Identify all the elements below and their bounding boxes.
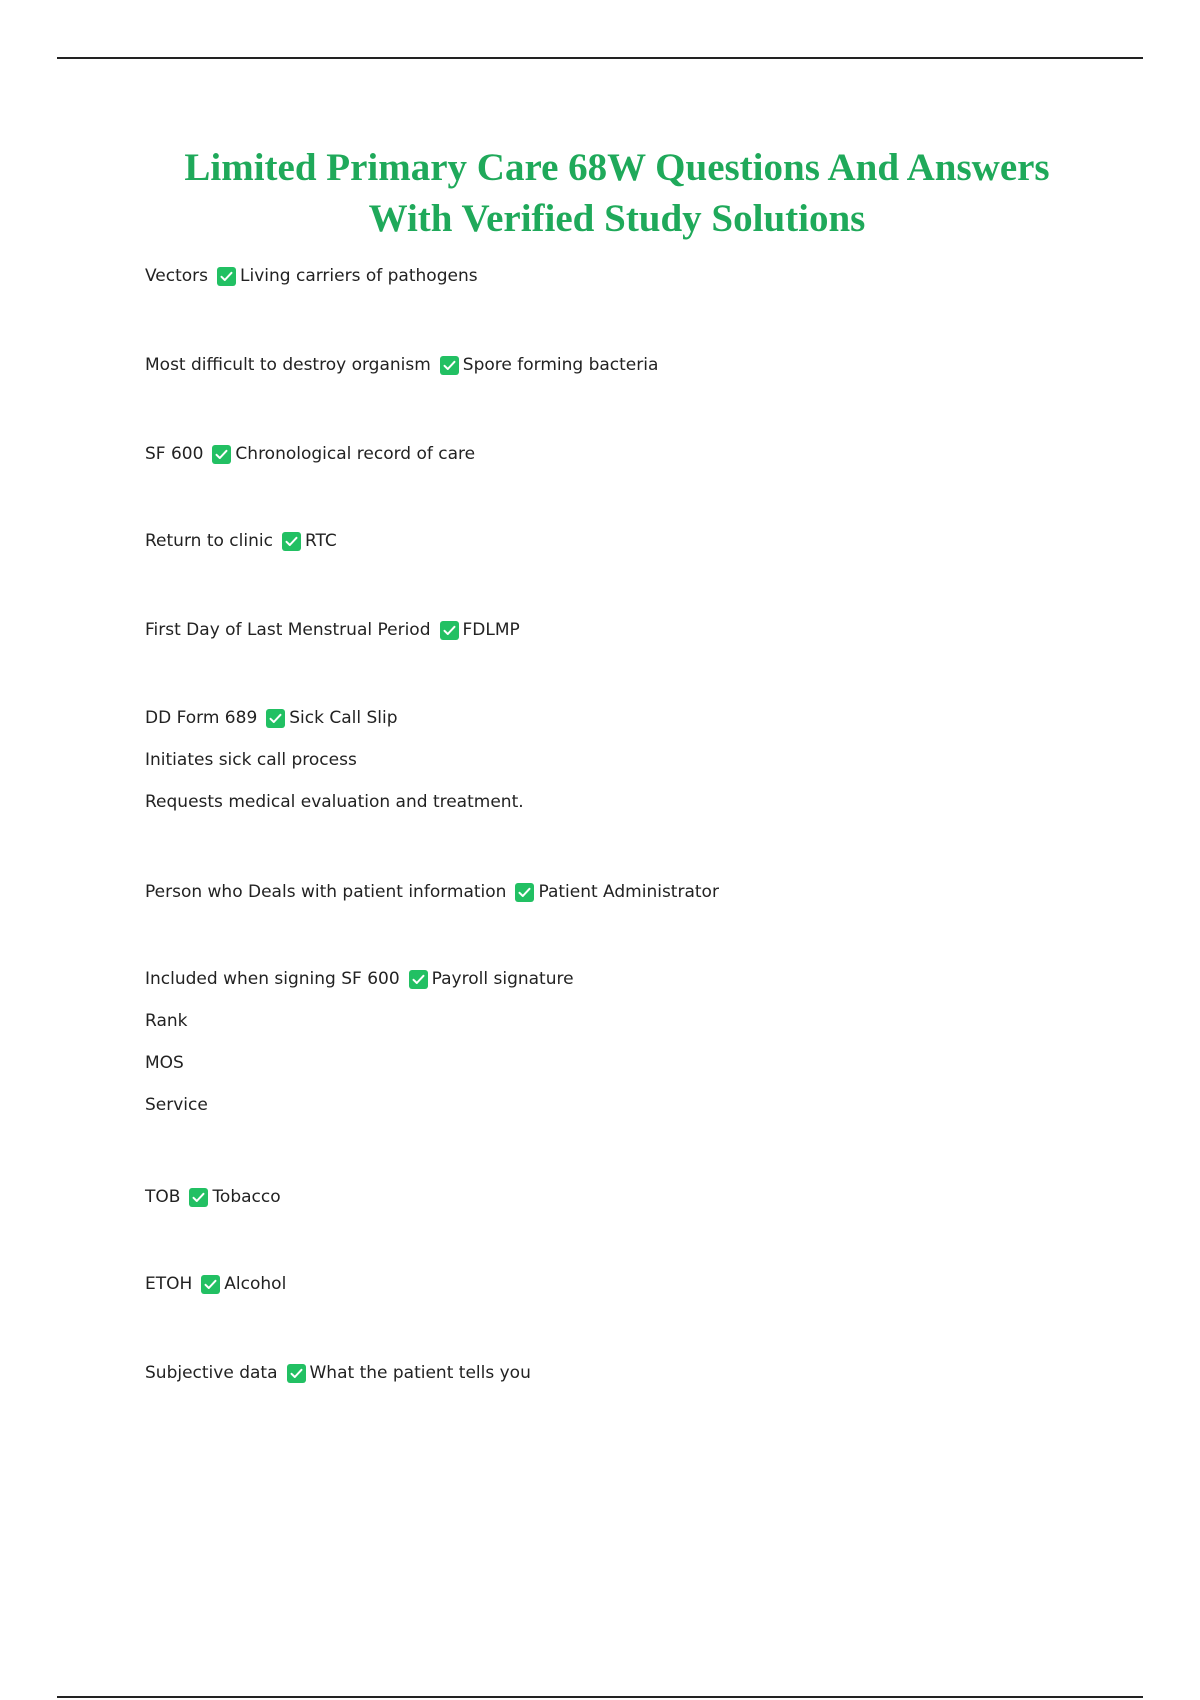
checkmark-icon xyxy=(217,267,236,286)
qa-line xyxy=(145,1186,281,1208)
qa-item xyxy=(145,1362,531,1384)
checkmark-icon xyxy=(212,445,231,464)
question-term: Most difficult to destroy organism xyxy=(145,355,431,375)
answer-text: RTC xyxy=(304,531,337,551)
question-term: TOB xyxy=(145,1187,181,1207)
question-term: ETOH xyxy=(145,1274,193,1294)
checkmark-icon xyxy=(440,621,459,640)
answer-text: What the patient tells you xyxy=(309,1363,531,1383)
checkmark-icon xyxy=(201,1275,220,1294)
qa-line xyxy=(145,1362,531,1384)
qa-item xyxy=(145,443,475,465)
checkmark-icon xyxy=(440,356,459,375)
qa-item xyxy=(145,707,524,813)
title-line-1: Limited Primary Care 68W Questions And Answers xyxy=(184,146,1050,189)
answer-text: Payroll signature xyxy=(431,969,574,989)
answer-text: Tobacco xyxy=(212,1187,281,1207)
question-term: Person who Deals with patient information xyxy=(145,882,507,902)
question-term: Return to clinic xyxy=(145,531,273,551)
question-term: Included when signing SF 600 xyxy=(145,969,400,989)
checkmark-icon xyxy=(409,970,428,989)
checkmark-icon xyxy=(282,532,301,551)
qa-item xyxy=(145,1186,281,1208)
answer-detail-line: MOS xyxy=(145,1053,184,1073)
question-term: DD Form 689 xyxy=(145,708,258,728)
checkmark-icon xyxy=(189,1188,208,1207)
qa-item xyxy=(145,530,337,552)
answer-text: Chronological record of care xyxy=(235,444,476,464)
qa-line xyxy=(145,968,574,990)
question-term: First Day of Last Menstrual Period xyxy=(145,620,431,640)
qa-line xyxy=(145,265,478,287)
qa-line xyxy=(145,619,520,641)
answer-detail-line: Initiates sick call process xyxy=(145,750,357,770)
qa-line xyxy=(145,1273,286,1295)
qa-item xyxy=(145,619,520,641)
top-divider xyxy=(57,57,1143,59)
qa-item xyxy=(145,265,478,287)
checkmark-icon xyxy=(266,709,285,728)
qa-line xyxy=(145,443,475,465)
answer-text: Living carriers of pathogens xyxy=(240,266,478,286)
title-line-2: With Verified Study Solutions xyxy=(368,197,866,240)
qa-line xyxy=(145,530,337,552)
document-title xyxy=(0,142,1200,244)
answer-detail-line: Requests medical evaluation and treatment. xyxy=(145,792,524,812)
checkmark-icon xyxy=(515,883,534,902)
qa-item xyxy=(145,1273,286,1295)
answer-text: FDLMP xyxy=(462,620,520,640)
question-term: Vectors xyxy=(145,266,209,286)
answer-detail-line: Rank xyxy=(145,1011,188,1031)
question-term: SF 600 xyxy=(145,444,204,464)
question-term: Subjective data xyxy=(145,1363,278,1383)
answer-text: Spore forming bacteria xyxy=(462,355,659,375)
answer-text: Alcohol xyxy=(224,1274,287,1294)
qa-item xyxy=(145,968,574,1116)
checkmark-icon xyxy=(287,1364,306,1383)
qa-line xyxy=(145,881,719,903)
qa-item xyxy=(145,354,658,376)
answer-text: Sick Call Slip xyxy=(289,708,398,728)
answer-detail-line: Service xyxy=(145,1095,208,1115)
qa-line xyxy=(145,707,524,729)
answer-text: Patient Administrator xyxy=(538,882,719,902)
qa-item xyxy=(145,881,719,903)
qa-line xyxy=(145,354,658,376)
bottom-divider xyxy=(57,1696,1143,1698)
